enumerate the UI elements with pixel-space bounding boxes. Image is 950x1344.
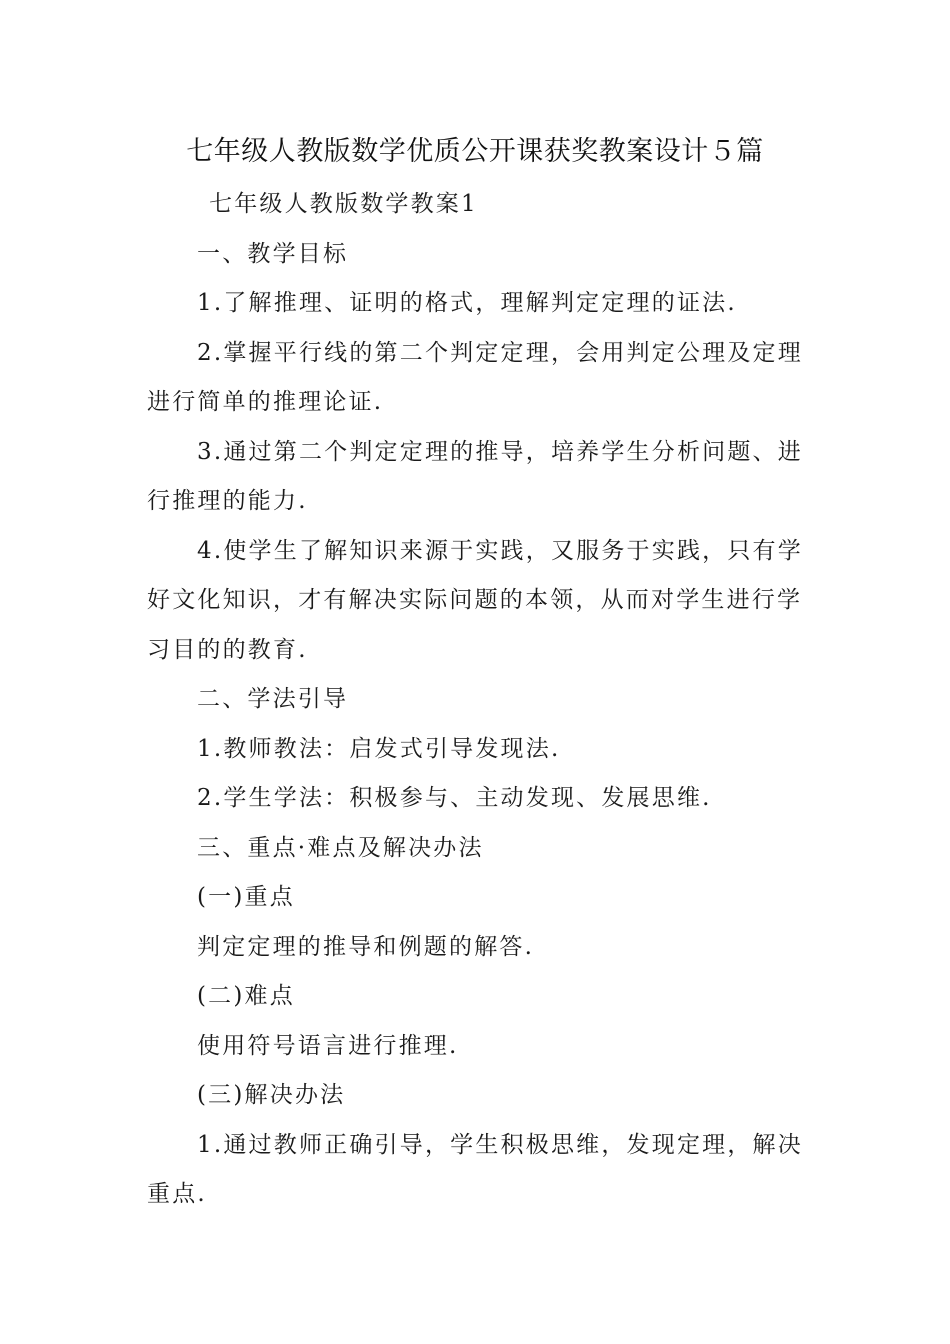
paragraph: 3.通过第二个判定定理的推导，培养学生分析问题、进行推理的能力. (147, 438, 803, 514)
section-heading: 七年级人教版数学教案1 (209, 191, 478, 217)
paragraph: 三、重点·难点及解决办法 (197, 834, 484, 861)
paragraph: 2.掌握平行线的第二个判定定理，会用判定公理及定理进行简单的推理论证. (147, 339, 803, 415)
paragraph: (一)重点 (197, 884, 295, 910)
paragraph: (三)解决办法 (197, 1082, 346, 1108)
paragraph: 2.学生学法：积极参与、主动发现、发展思维. (197, 785, 712, 811)
paragraph: 1.教师教法：启发式引导发现法. (197, 735, 561, 762)
paragraph: (二)难点 (197, 983, 295, 1009)
paragraph: 使用符号语言进行推理. (197, 1032, 459, 1059)
document-title: 七年级人教版数学优质公开课获奖教案设计５篇 (186, 136, 764, 167)
document-body (147, 180, 807, 1220)
paragraph: 4.使学生了解知识来源于实践，又服务于实践，只有学好文化知识，才有解决实际问题的本领，从而对学生进行学习目的的教育. (147, 537, 803, 663)
paragraph: 1.了解推理、证明的格式，理解判定定理的证法. (197, 290, 737, 316)
paragraph: 二、学法引导 (197, 686, 349, 712)
paragraph: 一、教学目标 (197, 240, 349, 267)
paragraph: 1.通过教师正确引导，学生积极思维，发现定理，解决重点. (147, 1131, 803, 1207)
paragraph: 判定定理的推导和例题的解答. (197, 933, 535, 960)
